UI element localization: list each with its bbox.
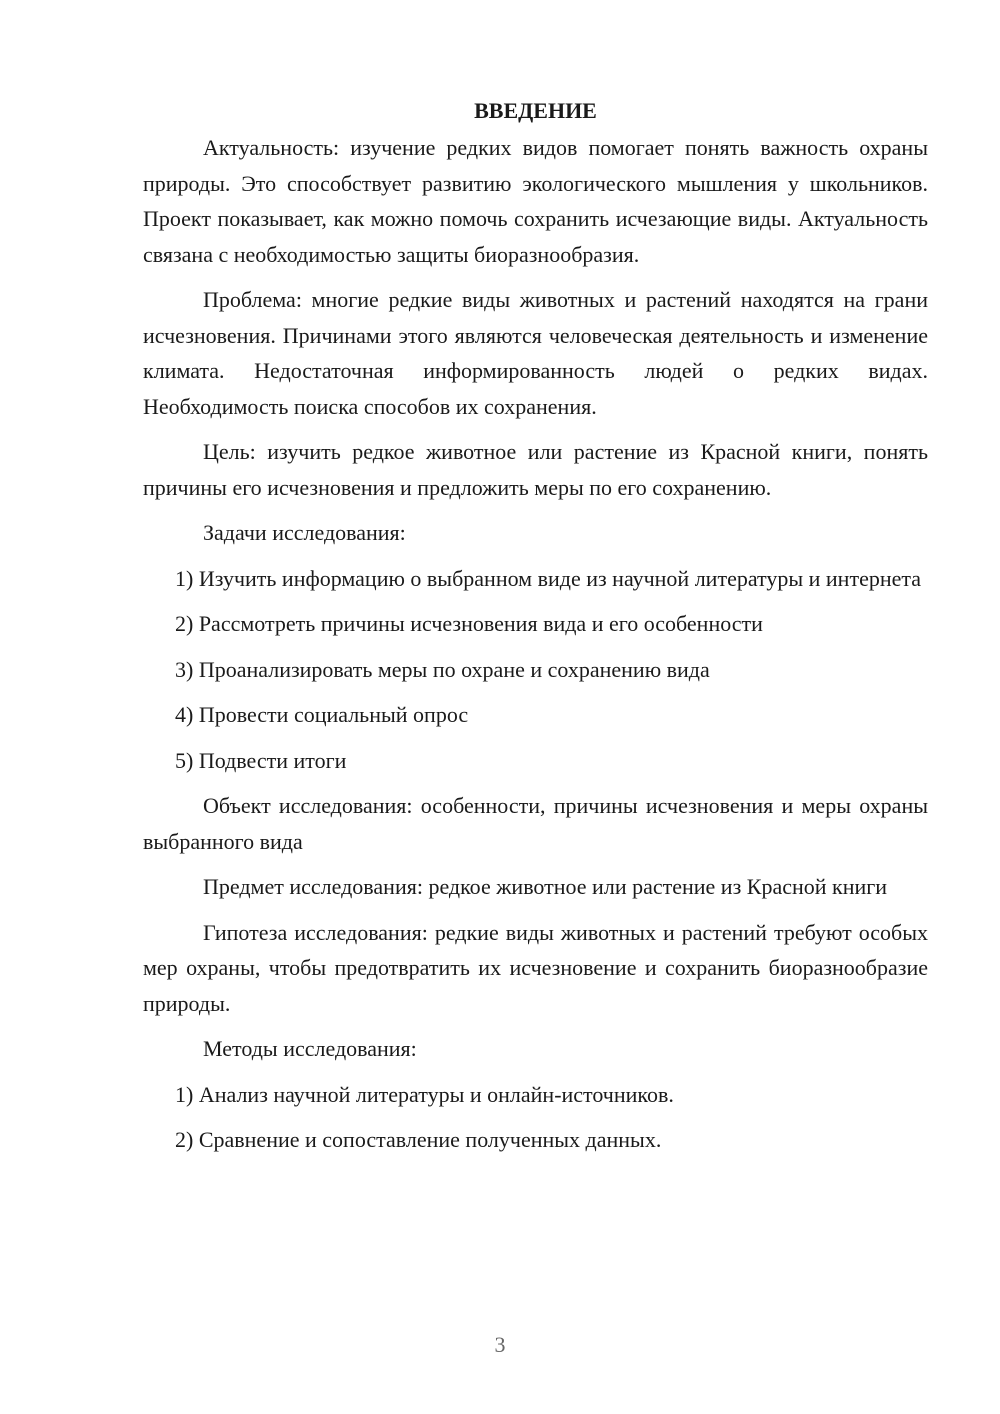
page-number: 3 [494,1332,506,1357]
task-item: 3) Проанализировать меры по охране и сохранению вида [175,656,710,682]
task-item: 5) Подвести итоги [175,747,347,773]
task-item: 2) Рассмотреть причины исчезновения вида и его особенности [175,611,763,636]
method-item: 2) Сравнение и сопоставление полученных данных. [175,1127,662,1152]
hypothesis-paragraph: Гипотеза исследования: редкие виды животных и растений требуют особых мер охраны, чтобы предотвратить их исчезновение и сохранить биоразнообразие природы. [143,919,928,1016]
task-item: 4) Провести социальный опрос [175,702,469,727]
subject-paragraph: Предмет исследования: редкое животное или растение из Красной книги [203,874,888,899]
page-title: ВВЕДЕНИЕ [474,98,597,123]
task-item: 1) Изучить информацию о выбранном виде из научной литературы и интернета [175,565,922,591]
relevance-paragraph: Актуальность: изучение редких видов помогает понять важность охраны природы. Это способствует развитию экологического мышления у школьников. Проект показывает, как можно помочь сохранить исчезающие виды. Актуальность связана с необходимостью защиты биоразнообразия. [143,135,928,267]
method-item: 1) Анализ научной литературы и онлайн-источников. [175,1081,674,1107]
document-page [143,96,928,1168]
problem-paragraph: Проблема: многие редкие виды животных и растений находятся на грани исчезновения. Причинами этого являются человеческая деятельность и изменение климата. Недостаточная информированность людей о редких видах. Необходимость поиска способов их сохранения. [143,287,928,419]
tasks-heading: Задачи исследования: [203,520,406,545]
methods-heading: Методы исследования: [203,1036,417,1061]
object-paragraph: Объект исследования: особенности, причины исчезновения и меры охраны выбранного вида [143,793,928,854]
goal-paragraph: Цель: изучить редкое животное или растение из Красной книги, понять причины его исчезновения и предложить меры по его сохранению. [143,439,928,500]
